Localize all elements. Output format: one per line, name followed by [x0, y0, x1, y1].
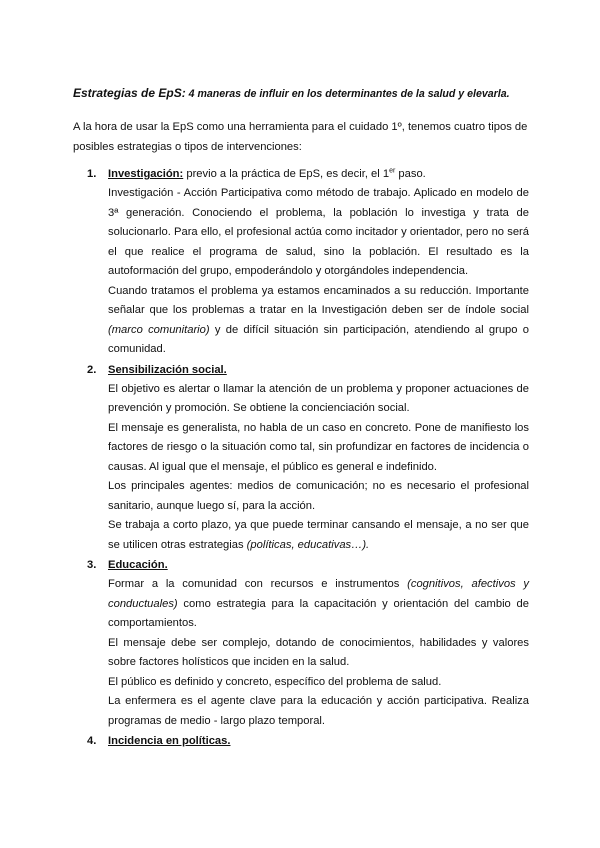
- strategy-list: [73, 164, 529, 751]
- text-run: Formar a la comunidad con recursos e instrumentos: [108, 578, 408, 590]
- text-run: y de difícil situación sin participación, atendiendo al grupo o comunidad.: [108, 323, 529, 355]
- document-title: [73, 86, 543, 100]
- item-paragraph: [108, 575, 529, 634]
- item-heading-line: [108, 731, 529, 751]
- item-heading: Investigación:: [108, 168, 184, 180]
- item-heading-line: [108, 360, 529, 380]
- item-paragraph: La enfermera es el agente clave para la educación y acción participativa. Realiza programas de medio - largo plazo temporal.: [108, 695, 529, 727]
- list-item-sensibilizacion: [73, 360, 529, 556]
- item-paragraph: El mensaje debe ser complejo, dotando de conocimientos, habilidades y valores sobre factores holísticos que inciden en la salud.: [108, 636, 529, 668]
- item-heading-rest: previo a la práctica de EpS, es decir, el 1: [183, 168, 390, 180]
- item-paragraph: [108, 282, 529, 360]
- item-paragraph: Investigación - Acción Participativa como método de trabajo. Aplicado en modelo de 3ª generación. Conociendo el problema, la población lo investiga y trata de solucionarlo. Para ello, el profesional actúa como incitador y orientador, pero no será el que realice el programa de salud, sino la población. El resultado es la autoformación del grupo, empoderándolo y otorgándoles independencia.: [108, 187, 529, 277]
- intro-paragraph: A la hora de usar la EpS como una herramienta para el cuidado 1º, tenemos cuatro tipos de posibles estrategias o tipos de intervenciones:: [73, 121, 528, 153]
- list-item-incidencia: [73, 731, 529, 751]
- text-run: como estrategia para la capacitación y orientación del cambio de comportamientos.: [108, 597, 529, 629]
- italic-text: (políticas, educativas…).: [246, 538, 370, 551]
- item-heading-sup: er: [389, 167, 396, 175]
- italic-text: (marco comunitario): [108, 323, 210, 336]
- list-number: 3.: [87, 559, 97, 571]
- item-heading: Sensibilización social.: [108, 363, 227, 376]
- item-heading: Educación.: [108, 559, 168, 571]
- list-number: 2.: [87, 363, 97, 376]
- item-paragraph: El objetivo es alertar o llamar la atención de un problema y proponer actuaciones de prevención y promoción. Se obtiene la concienciación social.: [108, 382, 529, 414]
- item-paragraph: [108, 516, 529, 555]
- list-number: 4.: [87, 735, 97, 747]
- italic-text: (cognitivos, afectivos y conductuales): [108, 578, 530, 610]
- item-paragraph: Los principales agentes: medios de comunicación; no es necesario el profesional sanitario, aunque luego sí, para la acción.: [108, 480, 529, 512]
- item-heading: Incidencia en políticas.: [108, 735, 231, 747]
- title-main: Estrategias de EpS:: [73, 86, 186, 100]
- item-heading-end: paso.: [395, 168, 426, 180]
- title-subtitle: 4 maneras de influir en los determinantes de la salud y elevarla.: [185, 88, 510, 100]
- list-item-educacion: [73, 555, 529, 731]
- item-paragraph: El mensaje es generalista, no habla de un caso en concreto. Pone de manifiesto los factores de riesgo o la situación como tal, sin profundizar en factores de incidencia o causas. Al igual que el mensaje, el público es general e indefinido.: [108, 421, 529, 473]
- text-run: Se trabaja a corto plazo, ya que puede terminar cansando el mensaje, a no ser que se utilicen otras estrategias: [108, 519, 529, 551]
- list-item-investigacion: [73, 164, 529, 360]
- item-heading-line: [108, 164, 529, 184]
- text-run: Cuando tratamos el problema ya estamos encaminados a su reducción. Importante señalar que los problemas a tratar en la Investigación deben ser de índole social: [108, 284, 529, 316]
- list-number: 1.: [87, 168, 97, 180]
- item-paragraph: El público es definido y concreto, específico del problema de salud.: [108, 675, 442, 688]
- item-heading-line: [108, 555, 529, 575]
